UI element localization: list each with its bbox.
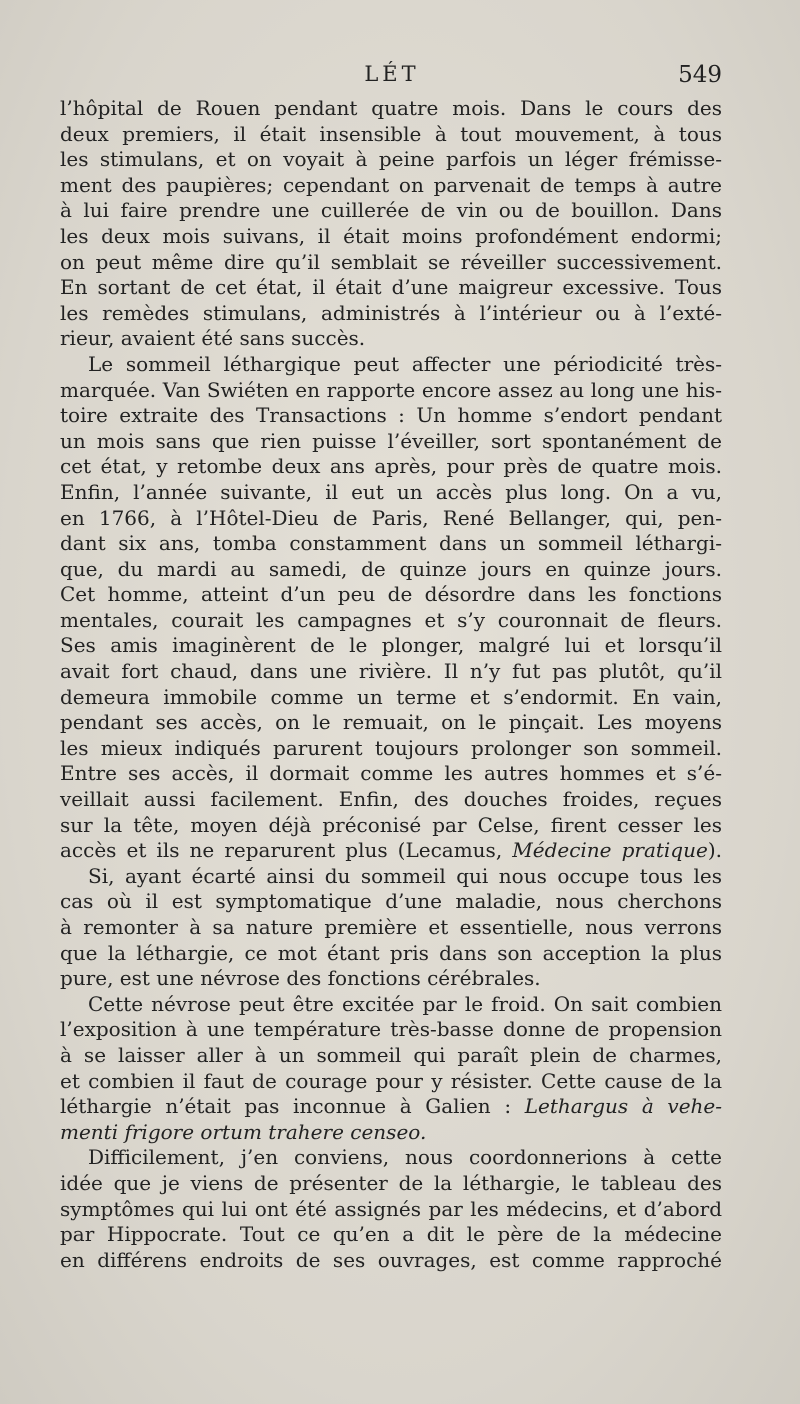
text-line: pure, est une névrose des fonctions cérébrales. xyxy=(60,966,541,991)
page-number: 549 xyxy=(678,62,722,88)
text-line: un mois sans que rien puisse l’éveiller, sort spontanément de xyxy=(60,428,722,453)
text-line: les remèdes stimulans, administrés à l’intérieur ou à l’exté- xyxy=(60,300,722,325)
citation-title: Médecine pratique xyxy=(512,838,708,863)
text-line: toire extraite des Transactions : Un homme s’endort pendant xyxy=(60,403,722,428)
text-line: en différens endroits de ses ouvrages, est comme rapproché xyxy=(60,1247,722,1272)
text-line: et combien il faut de courage pour y résister. Cette cause de la xyxy=(60,1068,722,1093)
text-line: que, du mardi au samedi, de quinze jours en quinze jours. xyxy=(60,556,722,581)
text-line: Le sommeil léthargique peut affecter une périodicité très- xyxy=(88,351,722,376)
text-line: idée que je viens de présenter de la léthargie, le tableau des xyxy=(60,1170,722,1195)
text-line: rieur, avaient été sans succès. xyxy=(60,326,366,351)
text-line: Cette névrose peut être excitée par le froid. On sait combien xyxy=(88,991,722,1016)
text-line: veillait aussi facilement. Enfin, des douches froides, reçues xyxy=(60,787,722,812)
text-line: l’hôpital de Rouen pendant quatre mois. Dans le cours des xyxy=(60,96,722,120)
text-line: que la léthargie, ce mot étant pris dans son acception la plus xyxy=(60,940,722,965)
text-line: Si, ayant écarté ainsi du sommeil qui nous occupe tous les xyxy=(88,863,722,888)
text-line: à se laisser aller à un sommeil qui paraît plein de charmes, xyxy=(60,1042,722,1067)
text-line: avait fort chaud, dans une rivière. Il n’y fut pas plutôt, qu’il xyxy=(60,659,722,684)
text-line: les mieux indiqués parurent toujours prolonger son sommeil. xyxy=(60,735,722,760)
text-line: Entre ses accès, il dormait comme les autres hommes et s’é- xyxy=(60,761,722,786)
text-line: léthargie n’était pas inconnue à Galien : Lethargus à vehe- xyxy=(60,1094,723,1119)
text-line: à remonter à sa nature première et essentielle, nous verrons xyxy=(60,915,722,939)
text-line: Cet homme, atteint d’un peu de désordre dans les fonctions xyxy=(60,582,722,607)
text-line: on peut même dire qu’il semblait se réveiller successivement. xyxy=(60,249,722,274)
text-line: cas où il est symptomatique d’une maladie, nous cherchons xyxy=(60,889,722,914)
text-line: marquée. Van Swiéten en rapporte encore assez au long une his- xyxy=(60,377,722,402)
text-line: symptômes qui lui ont été assignés par les médecins, et d’abord xyxy=(60,1196,722,1221)
text-line: cet état, y retombe deux ans après, pour près de quatre mois. xyxy=(60,454,722,479)
text-line: accès et ils ne reparurent plus (Lecamus, Médecine pratique). xyxy=(60,838,722,863)
text-line: l’exposition à une température très-basse donne de propension xyxy=(60,1017,722,1042)
body-text xyxy=(60,96,722,1273)
text-line: les stimulans, et on voyait à peine parfois un léger frémisse- xyxy=(60,147,722,172)
text-line: sur la tête, moyen déjà préconisé par Celse, firent cesser les xyxy=(60,812,722,837)
latin-quote: Lethargus à vehe- xyxy=(524,1094,723,1119)
text-line: en 1766, à l’Hôtel-Dieu de Paris, René Bellanger, qui, pen- xyxy=(60,505,722,530)
text-line: les deux mois suivans, il était moins profondément endormi; xyxy=(60,223,722,248)
text-line: Ses amis imaginèrent de le plonger, malgré lui et lorsqu’il xyxy=(60,633,722,658)
text-line: pendant ses accès, on le remuait, on le pinçait. Les moyens xyxy=(60,710,722,735)
text-line: par Hippocrate. Tout ce qu’en a dit le père de la médecine xyxy=(60,1222,722,1247)
text-line: Enfin, l’année suivante, il eut un accès plus long. On a vu, xyxy=(60,479,722,504)
text-line: demeura immobile comme un terme et s’endormit. En vain, xyxy=(60,684,722,709)
text-line: à lui faire prendre une cuillerée de vin ou de bouillon. Dans xyxy=(60,198,722,223)
text-line: mentales, courait les campagnes et s’y couronnait de fleurs. xyxy=(60,607,722,632)
text-line xyxy=(60,1120,722,1146)
page-header xyxy=(62,62,722,98)
text-line: Difficilement, j’en conviens, nous coordonnerions à cette xyxy=(88,1145,722,1170)
text-line: dant six ans, tomba constamment dans un sommeil léthargi- xyxy=(60,531,722,556)
running-head: LÉT xyxy=(364,62,420,86)
latin-quote: menti frigore ortum trahere censeo. xyxy=(60,1119,427,1144)
text-line: En sortant de cet état, il était d’une maigreur excessive. Tous xyxy=(60,275,722,300)
text-line: deux premiers, il était insensible à tout mouvement, à tous xyxy=(60,121,722,146)
text-line: ment des paupières; cependant on parvenait de temps à autre xyxy=(60,172,722,197)
